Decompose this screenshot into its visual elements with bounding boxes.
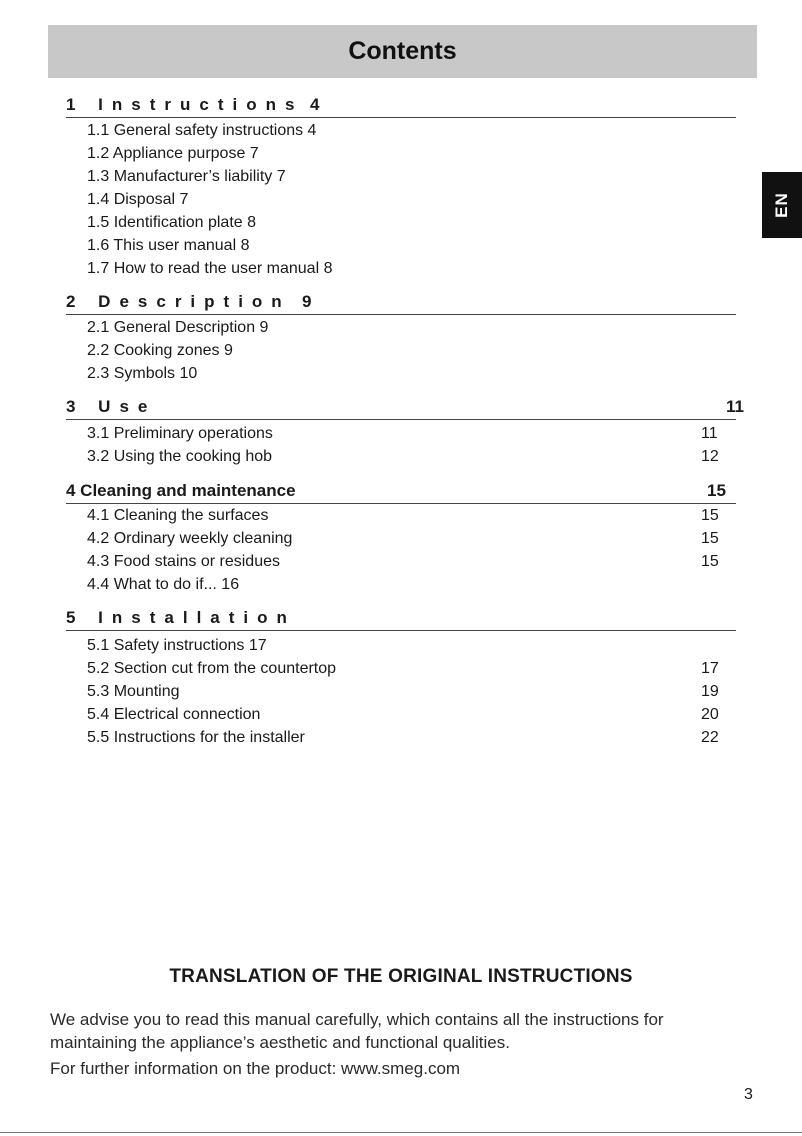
toc-entry-page: 15	[701, 553, 719, 570]
toc-entry-page: 17	[701, 660, 719, 677]
toc-chapter-page: 4	[310, 95, 320, 114]
toc-entry[interactable]	[87, 143, 727, 165]
toc-chapter-title: 2 Description	[66, 292, 291, 311]
toc-entry[interactable]	[87, 423, 727, 445]
toc-entry-page: 22	[701, 729, 719, 746]
toc-entry-page: 12	[701, 448, 719, 465]
toc-chapter-page: 11	[726, 397, 744, 416]
toc-entry-title: 1.2 Appliance purpose 7	[87, 145, 259, 162]
toc-chapter-2[interactable]	[66, 292, 736, 315]
toc-entry-title: 3.1 Preliminary operations	[87, 425, 273, 442]
toc-entry-title: 4.4 What to do if... 16	[87, 576, 240, 593]
bottom-divider	[0, 1132, 802, 1133]
page-title: Contents	[348, 37, 457, 65]
toc-entry[interactable]	[87, 635, 727, 657]
toc-chapter-title: 5 Installation	[66, 608, 296, 627]
toc-entry-title: 1.7 How to read the user manual 8	[87, 260, 333, 277]
toc-entry-title: 1.3 Manufacturer’s liability 7	[87, 168, 286, 185]
toc-entry[interactable]	[87, 446, 727, 468]
toc-chapter-title: 1 Instructions	[66, 95, 304, 114]
further-info-paragraph: For further information on the product: www.smeg.com	[50, 1059, 461, 1078]
advise-paragraph: We advise you to read this manual carefully, which contains all the instructions for maintaining the appliance’s aesthetic and functional qualities.	[50, 1010, 664, 1052]
language-label: EN	[772, 192, 791, 218]
toc-entry-title: 3.2 Using the cooking hob	[87, 448, 273, 465]
toc-entry[interactable]	[87, 120, 727, 142]
toc-entry[interactable]	[87, 340, 727, 362]
toc-chapter-page: 9	[302, 292, 312, 311]
toc-entry[interactable]	[87, 528, 727, 550]
language-tab	[762, 172, 802, 238]
toc-entry-title: 5.2 Section cut from the countertop	[87, 660, 337, 677]
toc-entry-title: 2.1 General Description 9	[87, 319, 269, 336]
translation-heading: TRANSLATION OF THE ORIGINAL INSTRUCTIONS	[169, 966, 633, 987]
toc-entry[interactable]	[87, 681, 727, 703]
page-number: 3	[744, 1086, 753, 1103]
toc-entry-title: 5.5 Instructions for the installer	[87, 729, 305, 746]
contents-header	[48, 25, 757, 78]
toc-chapter-page: 15	[707, 481, 726, 500]
toc-chapter-5[interactable]	[66, 608, 736, 631]
toc-entry-title: 2.3 Symbols 10	[87, 365, 198, 382]
toc-entry[interactable]	[87, 505, 727, 527]
toc-entry-title: 4.1 Cleaning the surfaces	[87, 507, 269, 524]
toc-entry-title: 5.4 Electrical connection	[87, 706, 261, 723]
toc-entry-title: 4.2 Ordinary weekly cleaning	[87, 530, 293, 547]
toc-entry-title: 2.2 Cooking zones 9	[87, 342, 233, 359]
toc-entry[interactable]	[87, 235, 727, 257]
toc-chapter-3[interactable]	[66, 397, 744, 420]
toc-chapter-1[interactable]	[66, 95, 736, 118]
toc-entry-title: 5.1 Safety instructions 17	[87, 637, 267, 654]
toc-entry-page: 15	[701, 530, 719, 547]
toc-entry[interactable]	[87, 551, 727, 573]
toc-entry[interactable]	[87, 212, 727, 234]
toc-entry[interactable]	[87, 317, 727, 339]
toc-entry-title: 4.3 Food stains or residues	[87, 553, 280, 570]
toc-entry-title: 1.4 Disposal 7	[87, 191, 189, 208]
toc-entry[interactable]	[87, 166, 727, 188]
toc-entry-page: 11	[701, 425, 718, 442]
toc-entry[interactable]	[87, 258, 727, 280]
toc-entry[interactable]	[87, 704, 727, 726]
toc-chapter-4[interactable]	[66, 481, 736, 504]
toc-entry-title: 1.6 This user manual 8	[87, 237, 250, 254]
toc-entry-page: 15	[701, 507, 719, 524]
toc-chapter-title: 3 Use	[66, 397, 157, 416]
toc-entry-title: 5.3 Mounting	[87, 683, 180, 700]
toc-entry[interactable]	[87, 574, 727, 596]
toc-entry-page: 20	[701, 706, 719, 723]
toc-entry[interactable]	[87, 363, 727, 385]
toc-chapter-title: 4 Cleaning and maintenance	[66, 481, 296, 500]
toc-entry[interactable]	[87, 189, 727, 211]
toc-entry-title: 1.5 Identification plate 8	[87, 214, 257, 231]
toc-entry-page: 19	[701, 683, 719, 700]
toc-entry-title: 1.1 General safety instructions 4	[87, 122, 317, 139]
toc-entry[interactable]	[87, 727, 727, 749]
toc-entry[interactable]	[87, 658, 727, 680]
